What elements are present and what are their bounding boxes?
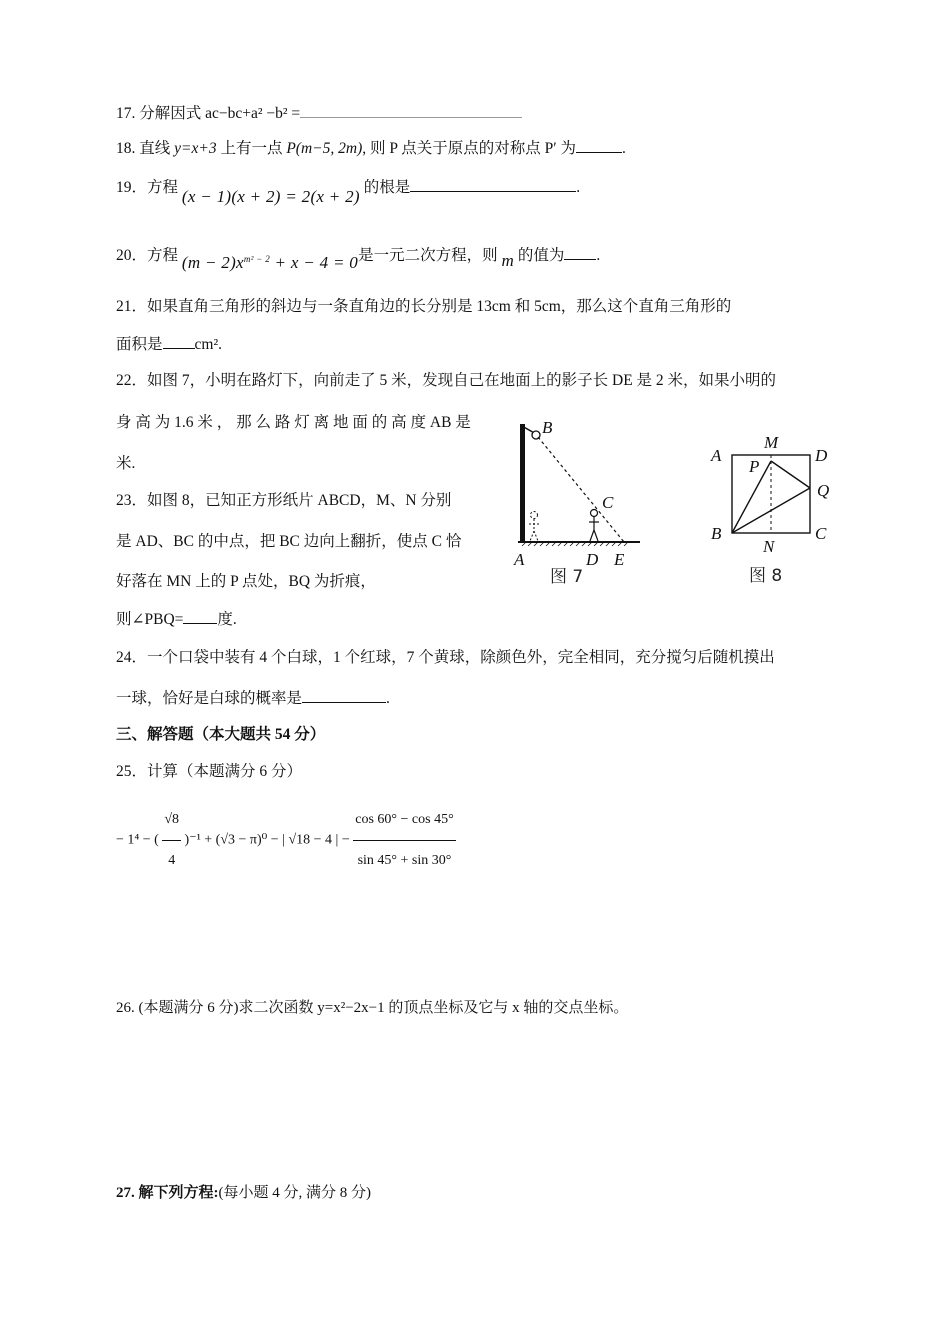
figure-8-caption: 图 8 — [749, 566, 783, 586]
question-24-tail: . — [386, 690, 390, 707]
question-18-prefix: 18. 直线 — [116, 140, 175, 157]
question-17 — [116, 103, 522, 125]
question-20 — [116, 240, 601, 272]
question-20-post: 是一元二次方程，则 — [358, 247, 498, 264]
label-A: A — [711, 446, 722, 465]
answer-blank — [163, 334, 195, 349]
expr-part-1: − 1⁴ − ( — [116, 832, 159, 848]
segment-PQ — [771, 461, 810, 488]
question-18-equation: y=x+3 — [174, 140, 217, 157]
question-20-variable: m — [501, 251, 515, 270]
question-18-mid: 上有一点 — [216, 140, 287, 157]
question-24-line-1: 24．一个口袋中装有 4 个白球，1 个红球，7 个黄球，除颜色外，完全相同，充分搅匀后随机摸出 — [116, 649, 775, 666]
question-20-eq-rest: + x − 4 = 0 — [270, 253, 359, 272]
answer-blank — [576, 138, 622, 153]
earlier-person-icon — [529, 512, 539, 542]
question-24-label: 一球，恰好是白球的概率是 — [116, 690, 303, 707]
question-21-line-1: 21．如果直角三角形的斜边与一条直角边的长分别是 13cm 和 5cm，那么这个直角三角形的 — [116, 298, 732, 315]
question-27 — [116, 1182, 371, 1204]
figure-7 — [500, 410, 650, 590]
fraction-trig — [353, 800, 455, 881]
question-20-equation — [182, 253, 358, 272]
question-25-expression — [116, 800, 456, 881]
question-23-line-4 — [116, 609, 237, 631]
fraction-trig-numerator: cos 60° − cos 45° — [353, 800, 455, 841]
question-18-tail: . — [622, 140, 626, 157]
question-18-point: P(m−5, 2m) — [286, 140, 363, 157]
question-18-post: , 则 P 点关于原点的对称点 P′ 为 — [362, 140, 577, 157]
question-23-line-1: 23．如图 8，已知正方形纸片 ABCD，M、N 分别 — [116, 492, 452, 509]
label-Q: Q — [817, 481, 830, 500]
label-A: A — [514, 550, 525, 569]
fraction-trig-denominator: sin 45° + sin 30° — [357, 853, 452, 868]
fraction-numerator: √8 — [162, 800, 181, 841]
label-E: E — [614, 550, 625, 569]
question-21-line-2 — [116, 334, 222, 356]
answer-blank — [302, 688, 386, 703]
question-20-eq-base: (m − 2)x — [181, 253, 244, 272]
fraction-sqrt8-over-4 — [162, 800, 181, 881]
question-22-line-3: 米. — [116, 455, 136, 472]
label-M: M — [764, 433, 779, 452]
question-19-prefix: 19．方程 — [116, 179, 179, 196]
question-19 — [116, 176, 581, 206]
label-N: N — [763, 537, 775, 556]
question-24-line-2 — [116, 688, 390, 710]
question-19-equation: (x − 1)(x + 2) = 2(x + 2) — [181, 187, 360, 206]
question-25-title: 25．计算（本题满分 6 分） — [116, 763, 303, 780]
question-23-line-2: 是 AD、BC 的中点，把 BC 边向上翻折，使点 C 恰 — [116, 533, 462, 550]
question-27-title: 27. 解下列方程: — [116, 1185, 219, 1201]
question-20-post2: 的值为 — [517, 247, 565, 264]
label-D: D — [586, 550, 599, 569]
question-23-tail: 度. — [217, 611, 237, 628]
figure-8 — [705, 428, 845, 588]
question-21-unit: cm². — [194, 336, 222, 353]
label-P: P — [749, 457, 760, 476]
light-ray — [538, 437, 624, 542]
question-20-exponent: m² − 2 — [243, 254, 270, 264]
figure-7-caption: 图 7 — [550, 567, 584, 587]
question-17-text: 17. 分解因式 ac−bc+a² −b² = — [116, 105, 301, 122]
label-B: B — [711, 524, 722, 543]
question-20-tail: . — [596, 247, 601, 264]
answer-blank — [300, 103, 522, 118]
fraction-denominator: 4 — [168, 853, 176, 868]
expr-part-2: )⁻¹ + (√3 − π)⁰ − | √18 − 4 | − — [184, 832, 350, 848]
lamp-post — [520, 424, 525, 542]
question-26: 26. (本题满分 6 分)求二次函数 y=x²−2x−1 的顶点坐标及它与 x 轴的交点坐标。 — [116, 1000, 629, 1016]
answer-blank — [564, 245, 596, 260]
label-D: D — [815, 446, 828, 465]
question-23-label: 则∠PBQ= — [116, 611, 184, 628]
label-C: C — [815, 524, 827, 543]
question-22-line-2: 身 高 为 1.6 米 ， 那 么 路 灯 离 地 面 的 高 度 AB 是 — [116, 414, 471, 431]
label-B: B — [542, 418, 553, 437]
question-21-label: 面积是 — [116, 336, 163, 353]
question-22-line-1: 22．如图 7，小明在路灯下，向前走了 5 米，发现自己在地面上的影子长 DE 是 2 米，如果小明的 — [116, 372, 777, 389]
question-23-line-3: 好落在 MN 上的 P 点处，BQ 为折痕， — [116, 573, 376, 590]
answer-blank — [183, 609, 217, 624]
section-3-title: 三、解答题（本大题共 54 分） — [116, 726, 326, 743]
question-19-tail: . — [576, 179, 581, 196]
label-C: C — [602, 493, 614, 512]
answer-blank — [410, 177, 576, 192]
question-27-note: (每小题 4 分, 满分 8 分) — [218, 1185, 371, 1201]
question-18 — [116, 138, 626, 160]
question-20-prefix: 20．方程 — [116, 247, 179, 264]
question-19-post: 的根是 — [363, 179, 411, 196]
person-icon — [589, 510, 599, 542]
